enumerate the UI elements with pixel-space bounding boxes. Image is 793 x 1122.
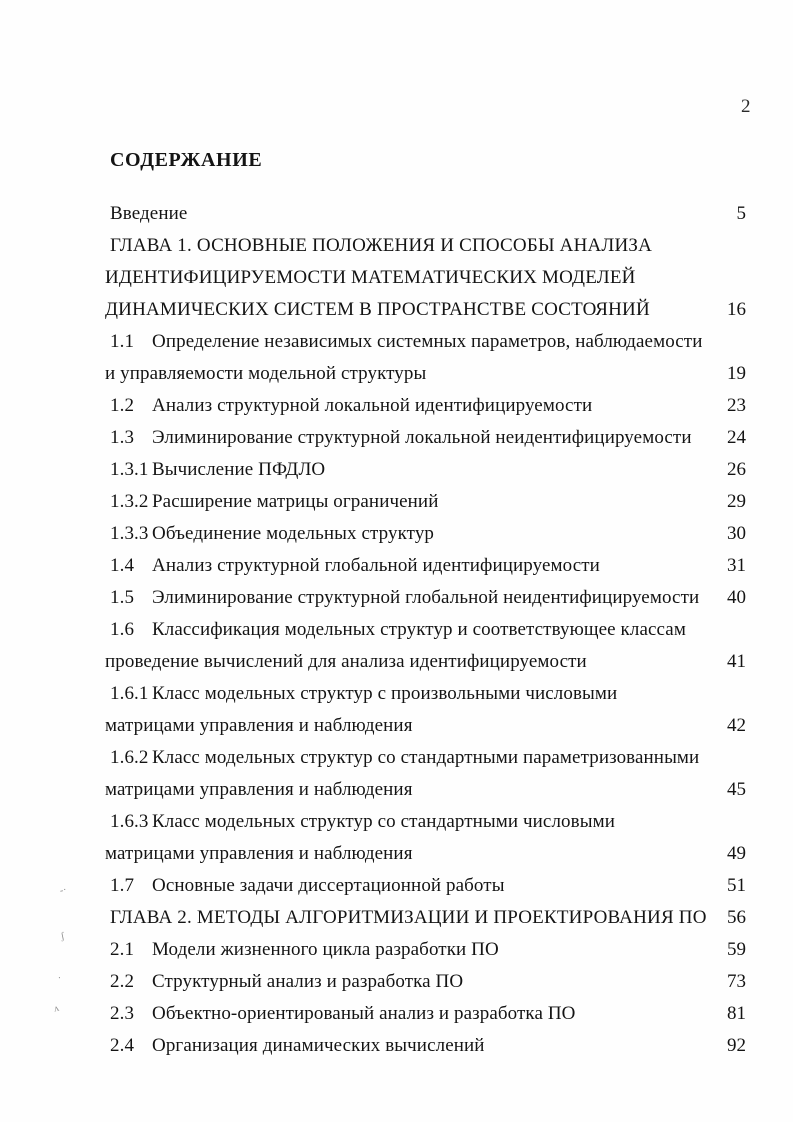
toc-entry-text: Класс модельных структур со стандартными числовыми [152,811,615,832]
toc-entry-number: 2.1 [110,939,135,960]
toc-entry-line [110,998,746,1030]
toc-entry [110,870,746,902]
toc-entry-page: 45 [727,779,746,800]
toc-entry-text: и управляемости модельной структуры [105,363,427,384]
toc-entry-line [110,518,746,550]
toc-entry [105,806,746,870]
toc-chapter-entry [105,230,746,326]
toc-entry-number: 1.7 [110,875,135,896]
toc-entry-line [110,678,746,710]
toc-chapter-entry [110,902,746,934]
toc-entry-line [105,710,746,742]
toc-entry-number: 1.4 [110,555,135,576]
toc-entry-page: 42 [727,715,746,736]
toc-entry-text: Класс модельных структур со стандартными параметризованными [152,747,700,768]
toc-entry-text: Элиминирование структурной локальной неидентифицируемости [152,427,692,448]
toc-entry-text: матрицами управления и наблюдения [105,843,413,864]
toc-entry [110,582,746,614]
toc-entry [105,326,746,390]
toc-entry-line [110,326,746,358]
toc-entry-page: 92 [727,1035,746,1056]
toc-entry-text: Элиминирование структурной глобальной неидентифицируемости [152,587,700,608]
toc-entry-page: 5 [736,203,746,224]
toc-entry-line [110,806,746,838]
toc-entry-page: 56 [727,907,746,928]
toc-list [105,198,746,1062]
toc-entry-number: 1.6.3 [110,811,149,832]
toc-entry-number: 1.2 [110,395,135,416]
toc-entry-page: 26 [727,459,746,480]
toc-entry-line [110,390,746,422]
toc-entry [110,422,746,454]
toc-entry-page: 81 [727,1003,746,1024]
toc-entry-text: матрицами управления и наблюдения [105,779,413,800]
toc-entry-number: 2.3 [110,1003,135,1024]
toc-entry-line [110,870,746,902]
toc-entry-line [105,774,746,806]
toc-entry-line [105,838,746,870]
toc-entry-page: 19 [727,363,746,384]
toc-entry-number: 2.2 [110,971,135,992]
scan-artifact: ʃ [59,930,66,943]
toc-entry-line [110,614,746,646]
toc-entry-line [110,230,746,262]
toc-entry-text: Анализ структурной локальной идентифицируемости [152,395,593,416]
toc-entry-text: ГЛАВА 1. ОСНОВНЫЕ ПОЛОЖЕНИЯ И СПОСОБЫ АНАЛИЗА [110,235,653,256]
toc-entry-number: 1.3.2 [110,491,149,512]
toc-entry-page: 24 [727,427,746,448]
toc-entry-text: проведение вычислений для анализа идентифицируемости [105,651,587,672]
toc-entry-page: 49 [727,843,746,864]
toc-entry-text: ДИНАМИЧЕСКИХ СИСТЕМ В ПРОСТРАНСТВЕ СОСТОЯНИЙ [105,299,650,320]
toc-content [105,144,746,1062]
toc-entry-text: Определение независимых системных параметров, наблюдаемости [152,331,703,352]
toc-entry-number: 2.4 [110,1035,135,1056]
toc-entry-line [110,1030,746,1062]
toc-entry-line [110,550,746,582]
toc-entry [110,486,746,518]
toc-entry-page: 40 [727,587,746,608]
toc-entry-line [110,966,746,998]
toc-entry-number: 1.3 [110,427,135,448]
toc-entry-line [105,646,746,678]
toc-entry [110,518,746,550]
toc-entry-line [110,582,746,614]
toc-entry-number: 1.3.1 [110,459,149,480]
toc-entry-number: 1.3.3 [110,523,149,544]
toc-entry [110,998,746,1030]
toc-entry-line [110,742,746,774]
toc-entry-line [105,358,746,390]
toc-entry-page: 30 [727,523,746,544]
toc-entry-number: 1.5 [110,587,135,608]
toc-entry-line [110,422,746,454]
toc-entry-line [110,902,746,934]
toc-entry-line [110,198,746,230]
toc-entry-line [110,454,746,486]
toc-entry-number: 1.1 [110,331,135,352]
toc-entry-text: ГЛАВА 2. МЕТОДЫ АЛГОРИТМИЗАЦИИ И ПРОЕКТИРОВАНИЯ ПО [110,907,707,928]
toc-entry-text: Введение [110,203,188,224]
toc-entry-page: 16 [727,299,746,320]
toc-entry-page: 73 [727,971,746,992]
toc-entry-text: Вычисление ПФДЛО [152,459,326,480]
toc-entry-line [110,934,746,966]
toc-entry-text: Основные задачи диссертационной работы [152,875,505,896]
scan-artifact: · [56,972,63,985]
toc-entry-text: Организация динамических вычислений [152,1035,485,1056]
toc-entry-text: Объединение модельных структур [152,523,435,544]
toc-entry [110,390,746,422]
toc-entry-text: Анализ структурной глобальной идентифицируемости [152,555,600,576]
toc-entry-text: Объектно-ориентированый анализ и разработка ПО [152,1003,576,1024]
toc-entry-text: Класс модельных структур с произвольными числовыми [152,683,618,704]
toc-entry [110,966,746,998]
toc-entry-line [105,262,746,294]
toc-entry [105,742,746,806]
page-number: 2 [741,96,751,117]
scan-artifact: ʌ [52,1002,60,1015]
toc-entry-page: 41 [727,651,746,672]
toc-entry-text: Модели жизненного цикла разработки ПО [152,939,499,960]
toc-entry-page: 23 [727,395,746,416]
toc-entry-page: 59 [727,939,746,960]
toc-entry-text: Структурный анализ и разработка ПО [152,971,464,992]
toc-entry-text: Классификация модельных структур и соответствующее классам [152,619,686,640]
toc-entry [105,614,746,678]
toc-entry-number: 1.6.2 [110,747,149,768]
toc-entry [110,934,746,966]
toc-entry-page: 29 [727,491,746,512]
toc-entry [110,550,746,582]
toc-heading: СОДЕРЖАНИЕ [110,149,263,171]
toc-entry [110,454,746,486]
toc-entry-page: 31 [727,555,746,576]
toc-entry [110,198,746,230]
toc-entry-number: 1.6 [110,619,135,640]
scan-artifact: -· [58,884,68,897]
toc-entry-text: ИДЕНТИФИЦИРУЕМОСТИ МАТЕМАТИЧЕСКИХ МОДЕЛЕЙ [105,267,636,288]
toc-entry-line [105,294,746,326]
toc-entry-page: 51 [727,875,746,896]
toc-entry-text: матрицами управления и наблюдения [105,715,413,736]
toc-entry [110,1030,746,1062]
toc-entry-text: Расширение матрицы ограничений [152,491,439,512]
toc-entry-line [110,486,746,518]
toc-entry-number: 1.6.1 [110,683,149,704]
toc-entry [105,678,746,742]
